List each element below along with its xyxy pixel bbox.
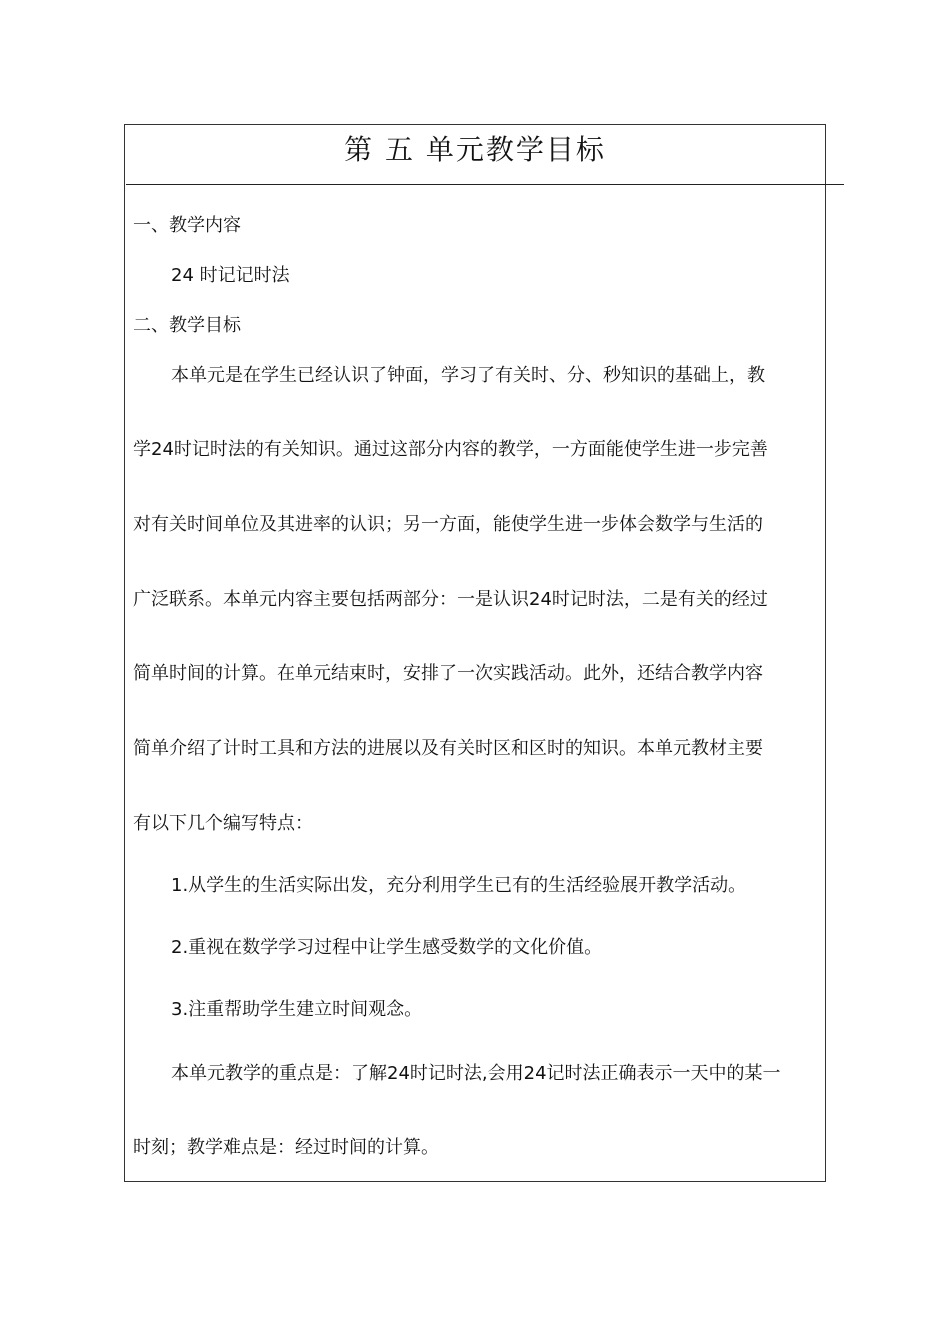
paragraph-line: 简单介绍了计时工具和方法的进展以及有关时区和区时的知识。本单元教材主要 — [133, 738, 763, 759]
page-title: 第 五 单元教学目标 — [344, 133, 606, 166]
feature-point: 3.注重帮助学生建立时间观念。 — [171, 999, 423, 1020]
feature-point: 1.从学生的生活实际出发，充分利用学生已有的生活经验展开教学活动。 — [171, 875, 747, 896]
section-heading-content: 一、教学内容 — [133, 215, 241, 236]
focus-line: 本单元教学的重点是：了解24时记时法,会用24记时法正确表示一天中的某一 — [171, 1063, 781, 1084]
paragraph-line: 广泛联系。本单元内容主要包括两部分：一是认识24时记时法，二是有关的经过 — [133, 589, 768, 610]
paragraph-line: 有以下几个编写特点： — [133, 813, 313, 834]
focus-line: 时刻；教学难点是：经过时间的计算。 — [133, 1137, 439, 1158]
paragraph-line: 学24时记时法的有关知识。通过这部分内容的教学，一方面能使学生进一步完善 — [133, 439, 768, 460]
paragraph-line: 本单元是在学生已经认识了钟面，学习了有关时、分、秒知识的基础上，教 — [171, 365, 765, 386]
paragraph-line: 对有关时间单位及其进率的认识；另一方面，能使学生进一步体会数学与生活的 — [133, 514, 763, 535]
paragraph-line: 简单时间的计算。在单元结束时，安排了一次实践活动。此外，还结合教学内容 — [133, 663, 763, 684]
feature-point: 2.重视在数学学习过程中让学生感受数学的文化价值。 — [171, 937, 603, 958]
title-divider — [126, 184, 844, 185]
content-text: 24 时记记时法 — [171, 265, 290, 286]
section-heading-goals: 二、教学目标 — [133, 315, 241, 336]
